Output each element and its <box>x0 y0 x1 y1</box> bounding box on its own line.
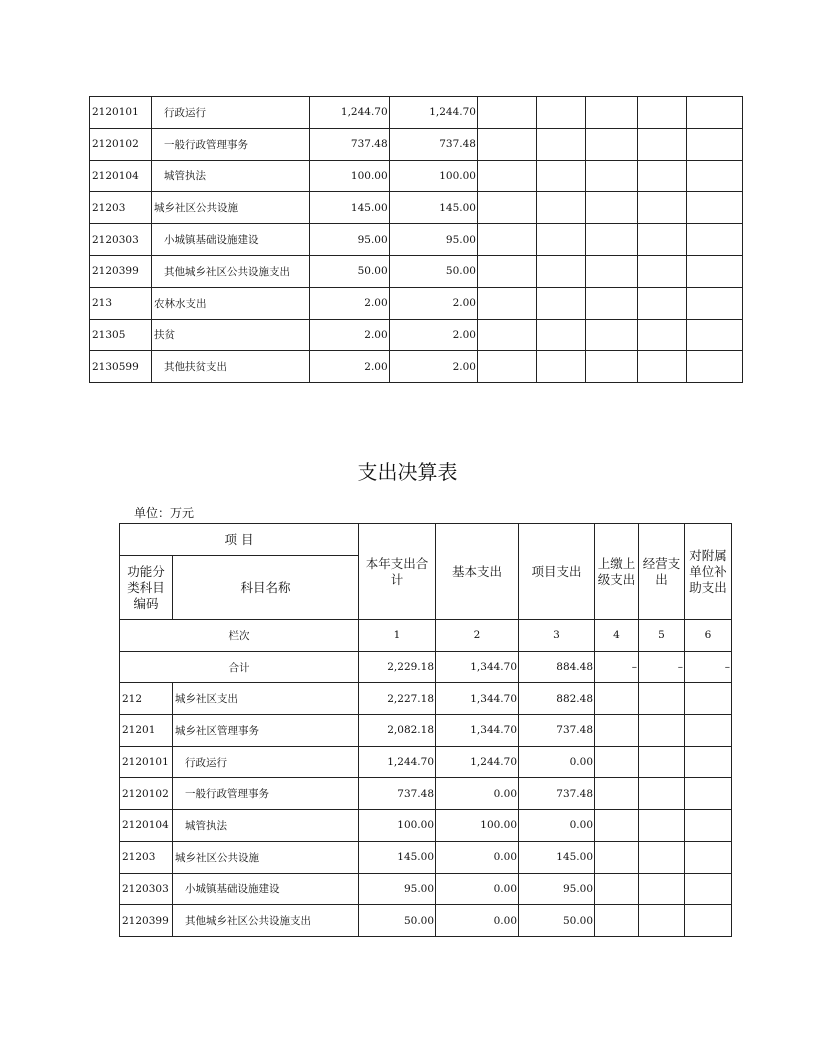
empty-cell <box>637 287 686 319</box>
subject-name-cell: 其他城乡社区公共设施支出 <box>173 905 359 937</box>
empty-cell <box>477 255 536 287</box>
subject-name-cell: 城管执法 <box>173 810 359 842</box>
empty-cell <box>685 683 732 715</box>
subject-name-cell: 行政运行 <box>152 97 310 129</box>
empty-cell <box>536 351 585 383</box>
code-cell: 213 <box>90 287 152 319</box>
empty-cell <box>687 287 743 319</box>
code-cell: 2130599 <box>90 351 152 383</box>
unit-label: 单位：万元 <box>134 506 195 520</box>
empty-cell <box>477 287 536 319</box>
basic-cell: 100.00 <box>389 160 477 192</box>
col2-cell: 0.00 <box>436 905 519 937</box>
col1-cell: 2,082.18 <box>359 715 436 747</box>
col1-cell: 737.48 <box>359 778 436 810</box>
header-col4: 上缴上级支出 <box>595 524 639 620</box>
total-col2: 1,344.70 <box>436 651 519 683</box>
code-cell: 2120101 <box>120 746 173 778</box>
col1-cell: 100.00 <box>359 810 436 842</box>
code-cell: 21305 <box>90 319 152 351</box>
col3-cell: 737.48 <box>519 715 595 747</box>
empty-cell <box>595 778 639 810</box>
total-cell: 145.00 <box>309 192 389 224</box>
empty-cell <box>477 160 536 192</box>
code-cell: 21203 <box>120 841 173 873</box>
empty-cell <box>687 351 743 383</box>
code-cell: 2120399 <box>120 905 173 937</box>
empty-cell <box>477 351 536 383</box>
subject-name-cell: 城乡社区公共设施 <box>173 841 359 873</box>
empty-cell <box>687 128 743 160</box>
basic-cell: 95.00 <box>389 224 477 256</box>
empty-cell <box>687 97 743 129</box>
col2-cell: 1,344.70 <box>436 683 519 715</box>
header-col5: 经营支出 <box>639 524 685 620</box>
subject-name-cell: 小城镇基础设施建设 <box>173 873 359 905</box>
col2-cell: 100.00 <box>436 810 519 842</box>
code-cell: 2120303 <box>120 873 173 905</box>
empty-cell <box>637 192 686 224</box>
empty-cell <box>687 160 743 192</box>
empty-cell <box>687 255 743 287</box>
empty-cell <box>536 128 585 160</box>
col3-cell: 95.00 <box>519 873 595 905</box>
total-cell: 2.00 <box>309 319 389 351</box>
total-col5: – <box>639 651 685 683</box>
expense-table-header <box>120 524 732 683</box>
column-number-row <box>120 620 732 652</box>
empty-cell <box>637 128 686 160</box>
empty-cell <box>639 778 685 810</box>
header-col1: 本年支出合计 <box>359 524 436 620</box>
subject-name-cell: 城乡社区管理事务 <box>173 715 359 747</box>
empty-cell <box>637 97 686 129</box>
col3-cell: 882.48 <box>519 683 595 715</box>
subject-name-cell: 城乡社区支出 <box>173 683 359 715</box>
empty-cell <box>637 319 686 351</box>
empty-cell <box>477 128 536 160</box>
expense-table <box>119 523 732 937</box>
empty-cell <box>536 287 585 319</box>
col2-cell: 0.00 <box>436 778 519 810</box>
table-row <box>120 746 732 778</box>
empty-cell <box>637 160 686 192</box>
basic-cell: 737.48 <box>389 128 477 160</box>
col3-cell: 737.48 <box>519 778 595 810</box>
table-row <box>90 351 743 383</box>
header-subject-name: 科目名称 <box>173 556 359 620</box>
empty-cell <box>477 192 536 224</box>
basic-cell: 145.00 <box>389 192 477 224</box>
empty-cell <box>536 319 585 351</box>
basic-cell: 50.00 <box>389 255 477 287</box>
table-row <box>90 192 743 224</box>
table-row <box>120 873 732 905</box>
table-row <box>120 683 732 715</box>
basic-cell: 2.00 <box>389 287 477 319</box>
code-cell: 212 <box>120 683 173 715</box>
col1-cell: 50.00 <box>359 905 436 937</box>
col1-cell: 145.00 <box>359 841 436 873</box>
empty-cell <box>536 97 585 129</box>
empty-cell <box>586 287 638 319</box>
total-col3: 884.48 <box>519 651 595 683</box>
table-row <box>90 224 743 256</box>
table-row <box>90 319 743 351</box>
continued-expense-table <box>89 96 743 383</box>
table-row <box>90 287 743 319</box>
code-cell: 2120102 <box>120 778 173 810</box>
empty-cell <box>685 905 732 937</box>
empty-cell <box>639 810 685 842</box>
empty-cell <box>595 841 639 873</box>
subject-name-cell: 城乡社区公共设施 <box>152 192 310 224</box>
empty-cell <box>586 224 638 256</box>
col-number-1: 1 <box>359 620 436 652</box>
basic-cell: 2.00 <box>389 319 477 351</box>
col1-cell: 2,227.18 <box>359 683 436 715</box>
total-cell: 1,244.70 <box>309 97 389 129</box>
empty-cell <box>595 810 639 842</box>
empty-cell <box>639 905 685 937</box>
header-col3: 项目支出 <box>519 524 595 620</box>
empty-cell <box>586 128 638 160</box>
subject-name-cell: 行政运行 <box>173 746 359 778</box>
col3-cell: 50.00 <box>519 905 595 937</box>
col-number-3: 3 <box>519 620 595 652</box>
total-cell: 50.00 <box>309 255 389 287</box>
total-cell: 2.00 <box>309 351 389 383</box>
col3-cell: 0.00 <box>519 810 595 842</box>
col-number-6: 6 <box>685 620 732 652</box>
subject-name-cell: 一般行政管理事务 <box>173 778 359 810</box>
subject-name-cell: 农林水支出 <box>152 287 310 319</box>
total-row <box>120 651 732 683</box>
code-cell: 2120303 <box>90 224 152 256</box>
empty-cell <box>685 873 732 905</box>
total-col1: 2,229.18 <box>359 651 436 683</box>
empty-cell <box>595 683 639 715</box>
empty-cell <box>685 841 732 873</box>
subject-name-cell: 小城镇基础设施建设 <box>152 224 310 256</box>
total-cell: 95.00 <box>309 224 389 256</box>
empty-cell <box>586 97 638 129</box>
empty-cell <box>477 319 536 351</box>
empty-cell <box>477 224 536 256</box>
lanci-label: 栏次 <box>120 620 359 652</box>
code-cell: 21201 <box>120 715 173 747</box>
col1-cell: 1,244.70 <box>359 746 436 778</box>
table-row <box>90 128 743 160</box>
col-number-4: 4 <box>595 620 639 652</box>
col2-cell: 1,244.70 <box>436 746 519 778</box>
empty-cell <box>595 905 639 937</box>
empty-cell <box>639 715 685 747</box>
empty-cell <box>639 746 685 778</box>
table-row <box>90 97 743 129</box>
empty-cell <box>639 873 685 905</box>
code-cell: 21203 <box>90 192 152 224</box>
page-title: 支出决算表 <box>357 460 458 484</box>
col3-cell: 145.00 <box>519 841 595 873</box>
empty-cell <box>685 778 732 810</box>
col2-cell: 1,344.70 <box>436 715 519 747</box>
total-cell: 100.00 <box>309 160 389 192</box>
empty-cell <box>586 255 638 287</box>
empty-cell <box>536 224 585 256</box>
table-row <box>120 841 732 873</box>
code-cell: 2120102 <box>90 128 152 160</box>
empty-cell <box>595 715 639 747</box>
table-row <box>120 715 732 747</box>
code-cell: 2120104 <box>120 810 173 842</box>
expense-table-body <box>120 683 732 937</box>
empty-cell <box>586 319 638 351</box>
empty-cell <box>685 746 732 778</box>
basic-cell: 2.00 <box>389 351 477 383</box>
table-row <box>120 905 732 937</box>
subject-name-cell: 城管执法 <box>152 160 310 192</box>
empty-cell <box>595 746 639 778</box>
total-cell: 2.00 <box>309 287 389 319</box>
col3-cell: 0.00 <box>519 746 595 778</box>
subject-name-cell: 其他城乡社区公共设施支出 <box>152 255 310 287</box>
header-col6: 对附属单位补助支出 <box>685 524 732 620</box>
empty-cell <box>637 351 686 383</box>
empty-cell <box>536 192 585 224</box>
empty-cell <box>639 841 685 873</box>
header-col2: 基本支出 <box>436 524 519 620</box>
empty-cell <box>687 192 743 224</box>
code-cell: 2120399 <box>90 255 152 287</box>
col-number-5: 5 <box>639 620 685 652</box>
empty-cell <box>477 97 536 129</box>
total-cell: 737.48 <box>309 128 389 160</box>
empty-cell <box>685 810 732 842</box>
col1-cell: 95.00 <box>359 873 436 905</box>
empty-cell <box>685 715 732 747</box>
table-row <box>90 255 743 287</box>
empty-cell <box>586 351 638 383</box>
empty-cell <box>637 224 686 256</box>
empty-cell <box>536 160 585 192</box>
subject-name-cell: 一般行政管理事务 <box>152 128 310 160</box>
col-number-2: 2 <box>436 620 519 652</box>
table-row <box>90 160 743 192</box>
subject-name-cell: 其他扶贫支出 <box>152 351 310 383</box>
header-func-code: 功能分类科目编码 <box>120 556 173 620</box>
subject-name-cell: 扶贫 <box>152 319 310 351</box>
empty-cell <box>595 873 639 905</box>
empty-cell <box>687 224 743 256</box>
col2-cell: 0.00 <box>436 841 519 873</box>
empty-cell <box>637 255 686 287</box>
continued-table-body <box>90 97 743 383</box>
table-row <box>120 810 732 842</box>
total-col4: – <box>595 651 639 683</box>
header-project: 项 目 <box>120 524 359 556</box>
empty-cell <box>586 192 638 224</box>
empty-cell <box>586 160 638 192</box>
col2-cell: 0.00 <box>436 873 519 905</box>
table-row <box>120 778 732 810</box>
code-cell: 2120104 <box>90 160 152 192</box>
total-label: 合计 <box>120 651 359 683</box>
basic-cell: 1,244.70 <box>389 97 477 129</box>
code-cell: 2120101 <box>90 97 152 129</box>
empty-cell <box>687 319 743 351</box>
empty-cell <box>639 683 685 715</box>
empty-cell <box>536 255 585 287</box>
total-col6: – <box>685 651 732 683</box>
